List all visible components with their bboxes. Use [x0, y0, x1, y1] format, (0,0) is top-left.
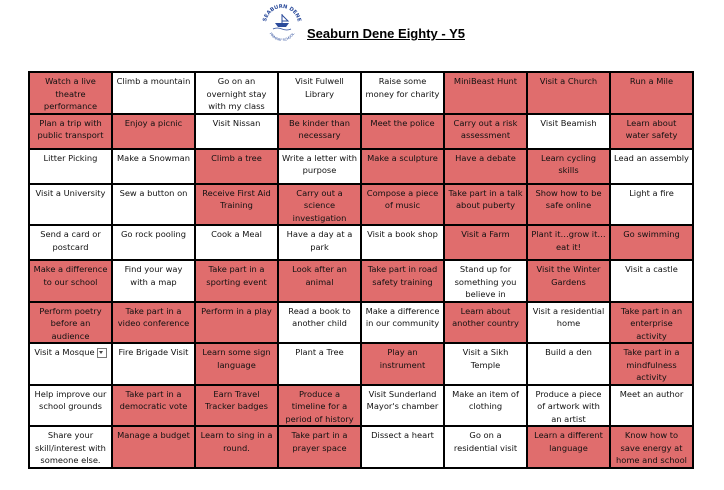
activity-label: Enjoy a picnic — [124, 117, 183, 128]
activity-label: Raise some money for charity — [365, 76, 440, 99]
activity-label: Take part in a video conference — [117, 305, 190, 328]
activity-label: Produce a piece of artwork with an artist — [535, 388, 602, 424]
activity-cell[interactable] — [527, 149, 610, 184]
activity-label: Visit a Mosque — [34, 347, 95, 357]
activity-cell[interactable] — [278, 114, 361, 149]
grid-row — [29, 343, 693, 385]
activity-label: Meet an author — [619, 388, 684, 399]
grid-row — [29, 260, 693, 302]
activity-label: Build a den — [545, 347, 592, 357]
activity-label: Watch a live theatre performance — [43, 76, 98, 111]
activity-cell[interactable] — [361, 184, 444, 226]
activity-label: Play an instrument — [379, 347, 426, 370]
activity-label: Carry out a risk assessment — [453, 117, 518, 140]
activity-label: Take part in road safety training — [367, 264, 438, 287]
activity-label: Learn about water safety — [625, 117, 678, 140]
activity-cell[interactable] — [527, 114, 610, 149]
activity-cell[interactable] — [29, 149, 112, 184]
activity-cell[interactable] — [112, 302, 195, 344]
activity-label: Learn some sign language — [202, 347, 271, 370]
activity-cell[interactable] — [361, 225, 444, 260]
activity-cell[interactable] — [444, 184, 527, 226]
activity-cell[interactable] — [610, 260, 693, 302]
activity-label: Sew a button on — [119, 187, 188, 198]
activity-cell[interactable] — [278, 426, 361, 468]
activity-label: Visit Sunderland Mayor's chamber — [366, 388, 439, 411]
activity-cell[interactable] — [278, 184, 361, 226]
activity-label: Perform in a play — [201, 305, 272, 316]
activity-cell[interactable] — [278, 149, 361, 184]
school-logo — [257, 2, 307, 42]
activity-label: MiniBeast Hunt — [453, 76, 518, 86]
activity-cell[interactable] — [527, 385, 610, 427]
grid-row — [29, 184, 693, 226]
dropdown-arrow-icon[interactable] — [97, 348, 107, 358]
activity-cell[interactable] — [195, 426, 278, 468]
activity-cell[interactable] — [361, 343, 444, 385]
activity-label: Visit a residential home — [532, 305, 605, 328]
activity-cell[interactable] — [444, 385, 527, 427]
activity-label: Help improve our school grounds — [34, 388, 107, 411]
activity-cell[interactable] — [278, 302, 361, 344]
activity-cell[interactable] — [361, 302, 444, 344]
activity-cell[interactable] — [444, 114, 527, 149]
activity-cell[interactable] — [29, 343, 112, 385]
activity-cell[interactable] — [195, 184, 278, 226]
activity-cell[interactable] — [444, 260, 527, 302]
activity-label: Have a day at a park — [286, 229, 353, 252]
grid-row — [29, 302, 693, 344]
activity-cell[interactable] — [444, 343, 527, 385]
activity-label: Find your way with a map — [124, 264, 183, 287]
activity-label: Manage a budget — [117, 430, 190, 440]
activity-cell[interactable] — [610, 72, 693, 114]
activity-label: Climb a mountain — [116, 76, 191, 86]
activity-label: Perform poetry before an audience — [39, 305, 102, 341]
activity-label: Make a sculpture — [367, 152, 438, 163]
activity-label: Visit the Winter Gardens — [536, 264, 601, 287]
activity-label: Visit a University — [35, 187, 106, 198]
grid-row — [29, 385, 693, 427]
activity-label: Look after an animal — [292, 264, 347, 287]
activity-label: Visit a Church — [539, 76, 598, 86]
activity-label: Plant it…grow it…eat it! — [531, 229, 606, 252]
activity-cell[interactable] — [195, 225, 278, 260]
activity-label: Make a difference to our school — [33, 264, 108, 287]
activity-cell[interactable] — [278, 385, 361, 427]
activity-cell[interactable] — [29, 114, 112, 149]
activity-label: Cook a Meal — [211, 229, 262, 239]
activity-cell[interactable] — [29, 426, 112, 468]
activity-label: Take part in a prayer space — [291, 430, 348, 453]
activity-label: Learn to sing in a round. — [200, 430, 273, 453]
activity-cell[interactable] — [112, 184, 195, 226]
activity-cell[interactable] — [195, 385, 278, 427]
activity-cell[interactable] — [361, 260, 444, 302]
activity-label: Show how to be safe online — [535, 187, 602, 210]
activity-label: Go on an overnight stay with my class — [206, 76, 267, 111]
activity-cell[interactable] — [444, 302, 527, 344]
activity-cell[interactable] — [278, 343, 361, 385]
activity-label: Know how to save energy at home and school — [615, 430, 687, 465]
activity-cell[interactable] — [29, 72, 112, 114]
activity-label: Make an item of clothing — [452, 388, 519, 411]
activity-label: Make a difference in our community — [365, 305, 440, 328]
activity-cell[interactable] — [278, 260, 361, 302]
activity-cell[interactable] — [610, 184, 693, 226]
activity-cell[interactable] — [527, 72, 610, 114]
activity-label: Litter Picking — [43, 152, 98, 163]
activity-label: Climb a tree — [211, 152, 262, 163]
activity-label: Write a letter with purpose — [282, 152, 357, 175]
activity-label: Meet the police — [370, 117, 435, 128]
activity-label: Read a book to another child — [288, 305, 351, 328]
activity-cell[interactable] — [29, 225, 112, 260]
activity-label: Visit a Farm — [461, 229, 510, 239]
logo-text-bottom: PRIMARY SCHOOL — [268, 31, 296, 42]
activity-cell[interactable] — [610, 302, 693, 344]
activity-label: Stand up for something you believe in — [454, 264, 517, 299]
activity-label: Make a Snowman — [116, 152, 191, 163]
activity-cell[interactable] — [527, 302, 610, 344]
activity-label: Take part in an enterprise activity — [620, 305, 683, 341]
activity-cell[interactable] — [610, 114, 693, 149]
activity-cell[interactable] — [112, 72, 195, 114]
activity-cell[interactable] — [112, 225, 195, 260]
activity-cell[interactable] — [444, 72, 527, 114]
activity-label: Share your skill/interest with someone else. — [35, 430, 106, 465]
activity-label: Run a Mile — [629, 76, 674, 86]
activity-label: Plant a Tree — [295, 347, 344, 357]
activity-cell[interactable] — [444, 426, 527, 468]
activity-label: Take part in a mindfulness activity — [623, 347, 680, 382]
grid-row — [29, 114, 693, 149]
activity-cell[interactable] — [112, 260, 195, 302]
activity-label: Take part in a democratic vote — [119, 388, 188, 411]
activity-cell[interactable] — [29, 302, 112, 344]
activity-cell[interactable] — [610, 343, 693, 385]
activity-cell[interactable] — [195, 343, 278, 385]
activity-cell[interactable] — [112, 149, 195, 184]
activity-cell[interactable] — [361, 149, 444, 184]
activity-cell[interactable] — [527, 343, 610, 385]
activity-cell[interactable] — [444, 225, 527, 260]
activity-label: Learn about another country — [452, 305, 519, 328]
activity-label: Learn a different language — [534, 430, 603, 453]
activity-grid — [28, 71, 694, 469]
activity-cell[interactable] — [112, 114, 195, 149]
activity-cell[interactable] — [195, 302, 278, 344]
activity-label: Take part in a talk about puberty — [448, 187, 523, 210]
activity-cell[interactable] — [278, 225, 361, 260]
svg-text:PRIMARY SCHOOL — [269, 32, 296, 42]
activity-label: Dissect a heart — [371, 430, 434, 440]
activity-label: Have a debate — [455, 152, 516, 163]
activity-label: Visit a castle — [625, 264, 678, 274]
activity-label: Earn Travel Tracker badges — [205, 388, 268, 411]
activity-label: Visit a book shop — [367, 229, 438, 239]
activity-cell[interactable] — [610, 225, 693, 260]
activity-label: Plan a trip with public transport — [37, 117, 104, 140]
grid-row — [29, 426, 693, 468]
activity-label: Light a fire — [629, 187, 674, 198]
page-title: Seaburn Dene Eighty - Y5 — [307, 26, 465, 41]
activity-label: Send a card or postcard — [40, 229, 101, 252]
activity-cell[interactable] — [29, 184, 112, 226]
activity-label: Take part in a sporting event — [206, 264, 267, 287]
activity-cell[interactable] — [361, 72, 444, 114]
activity-cell[interactable] — [278, 72, 361, 114]
activity-label: Go swimming — [623, 229, 680, 239]
activity-label: Go on a residential visit — [453, 430, 518, 453]
activity-cell[interactable] — [527, 260, 610, 302]
grid-row — [29, 225, 693, 260]
activity-cell[interactable] — [195, 114, 278, 149]
activity-cell[interactable] — [29, 385, 112, 427]
activity-label: Visit a Sikh Temple — [462, 347, 509, 370]
activity-cell[interactable] — [444, 149, 527, 184]
activity-cell[interactable] — [195, 260, 278, 302]
activity-label: Go rock pooling — [120, 229, 186, 239]
activity-cell[interactable] — [361, 114, 444, 149]
grid-row — [29, 149, 693, 184]
activity-cell[interactable] — [527, 225, 610, 260]
activity-cell[interactable] — [112, 385, 195, 427]
activity-cell[interactable] — [610, 149, 693, 184]
activity-cell[interactable] — [527, 426, 610, 468]
activity-label: Produce a timeline for a period of history — [285, 388, 354, 424]
activity-label: Compose a piece of music — [366, 187, 439, 210]
activity-cell[interactable] — [527, 184, 610, 226]
activity-cell[interactable] — [112, 343, 195, 385]
grid-row — [29, 72, 693, 114]
activity-cell[interactable] — [610, 426, 693, 468]
activity-label: Visit Nissan — [212, 117, 261, 128]
activity-cell[interactable] — [610, 385, 693, 427]
activity-cell[interactable] — [112, 426, 195, 468]
activity-label: Receive First Aid Training — [202, 187, 271, 210]
activity-label: Visit Fulwell Library — [295, 76, 344, 99]
activity-label: Carry out a science investigation — [292, 187, 347, 223]
activity-label: Lead an assembly — [614, 152, 689, 163]
activity-cell[interactable] — [195, 72, 278, 114]
activity-cell[interactable] — [361, 426, 444, 468]
activity-cell[interactable] — [29, 260, 112, 302]
activity-label: Visit Beamish — [540, 117, 597, 128]
activity-cell[interactable] — [361, 385, 444, 427]
activity-label: Be kinder than necessary — [288, 117, 351, 140]
activity-label: Learn cycling skills — [541, 152, 596, 175]
logo-text-top: SEABURN DENE — [262, 3, 302, 23]
activity-cell[interactable] — [195, 149, 278, 184]
activity-label: Fire Brigade Visit — [118, 347, 189, 357]
